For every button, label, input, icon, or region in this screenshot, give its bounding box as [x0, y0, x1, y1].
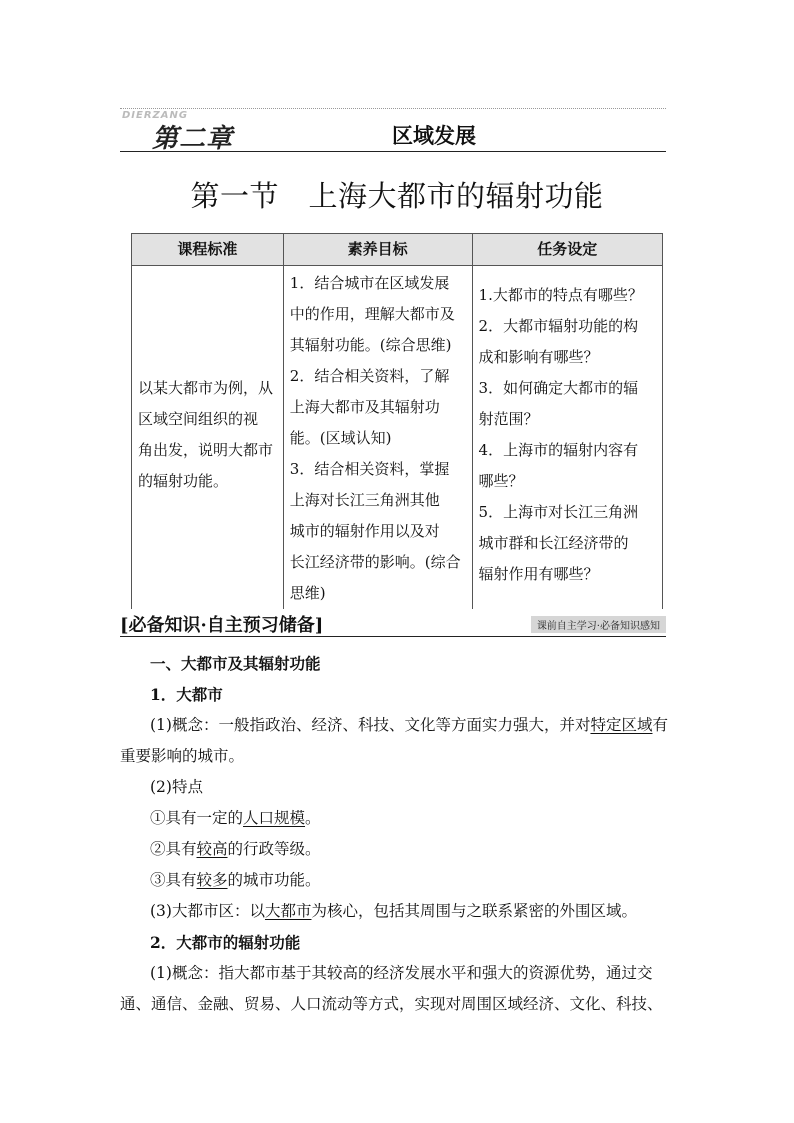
body-content [120, 648, 680, 1020]
knowledge-section-tag: 课前自主学习·必备知识感知 [531, 616, 666, 633]
header-literacy-goals: 素养目标 [283, 234, 472, 266]
goal-line: 能。(区域认知) [289, 429, 392, 447]
underlined-term: 较高 [196, 840, 228, 858]
task-line: 3．如何确定大都市的辐 [478, 379, 639, 397]
subheading-metropolis: 1．大都市 [150, 685, 223, 704]
paragraph-metro-area: (3)大都市区：以大都市为核心，包括其周围与之联系紧密的外围区域。 [150, 902, 637, 920]
goal-line: 长江经济带的影响。(综合 [289, 553, 461, 571]
task-line: 1.大都市的特点有哪些？ [478, 286, 643, 304]
paragraph-concept: (1)概念：一般指政治、经济、科技、文化等方面实力强大，并对特定区域有重要影响的城市。 [120, 716, 668, 765]
table-row [132, 266, 663, 610]
feature-item: ②具有较高的行政等级。 [150, 840, 321, 858]
task-line: 哪些？ [478, 472, 524, 490]
task-line: 成和影响有哪些？ [478, 348, 599, 366]
paragraph-radiation-concept-line1: (1)概念：指大都市基于其较高的经济发展水平和强大的资源优势，通过交 [150, 964, 653, 982]
header-rule [120, 151, 666, 152]
goal-line: 1．结合城市在区域发展 [289, 274, 450, 292]
chapter-title: 区域发展 [392, 123, 476, 148]
task-line: 辐射作用有哪些？ [478, 565, 599, 583]
standard-line: 以某大都市为例，从 [138, 379, 274, 397]
chapter-label: 第二章 [152, 124, 234, 154]
section-title: 第一节 上海大都市的辐射功能 [190, 179, 604, 213]
standard-line: 区域空间组织的视 [138, 410, 259, 428]
literacy-goals-cell [283, 266, 472, 610]
header-dotted-rule [120, 108, 666, 109]
underlined-term: 大都市 [264, 902, 312, 920]
subheading-radiation-function: 2．大都市的辐射功能 [150, 933, 301, 952]
goal-line: 其辐射功能。(综合思维) [289, 336, 452, 354]
curriculum-table [131, 233, 663, 609]
goal-line: 思维) [289, 584, 326, 602]
standard-line: 的辐射功能。 [138, 472, 229, 490]
goal-line: 上海大都市及其辐射功 [289, 398, 440, 416]
goal-line: 3．结合相关资料，掌握 [289, 460, 450, 478]
goal-line: 城市的辐射作用以及对 [289, 522, 440, 540]
feature-item: ③具有较多的城市功能。 [150, 871, 321, 889]
task-line: 2．大都市辐射功能的构 [478, 317, 639, 335]
header-task-setting: 任务设定 [472, 234, 662, 266]
header-curriculum-standard: 课程标准 [132, 234, 284, 266]
chapter-pinyin: DIERZANG [122, 110, 189, 121]
curriculum-standard-cell [132, 266, 284, 610]
task-line: 5．上海市对长江三角洲 [478, 503, 639, 521]
knowledge-section-title: [必备知识·自主预习储备] [120, 615, 324, 636]
underlined-term: 特定区域 [590, 716, 653, 734]
table-header-row [132, 234, 663, 266]
underlined-term: 较多 [196, 871, 228, 889]
goal-line: 中的作用，理解大都市及 [289, 305, 455, 323]
task-line: 4．上海市的辐射内容有 [478, 441, 639, 459]
task-setting-cell [472, 266, 662, 610]
feature-item: ①具有一定的人口规模。 [150, 809, 321, 827]
goal-line: 上海对长江三角洲其他 [289, 491, 440, 509]
task-line: 射范围？ [478, 410, 539, 428]
task-line: 城市群和长江经济带的 [478, 534, 629, 552]
underlined-term: 人口规模 [243, 809, 306, 827]
heading-metropolis-radiation: 一、大都市及其辐射功能 [150, 654, 321, 673]
paragraph-radiation-concept-line2: 通、通信、金融、贸易、人口流动等方式，实现对周围区域经济、文化、科技、 [120, 995, 663, 1013]
knowledge-section-bar [120, 608, 666, 637]
goal-line: 2．结合相关资料，了解 [289, 367, 450, 385]
standard-line: 角出发，说明大都市 [138, 441, 274, 459]
paragraph-features-heading: (2)特点 [150, 778, 203, 796]
